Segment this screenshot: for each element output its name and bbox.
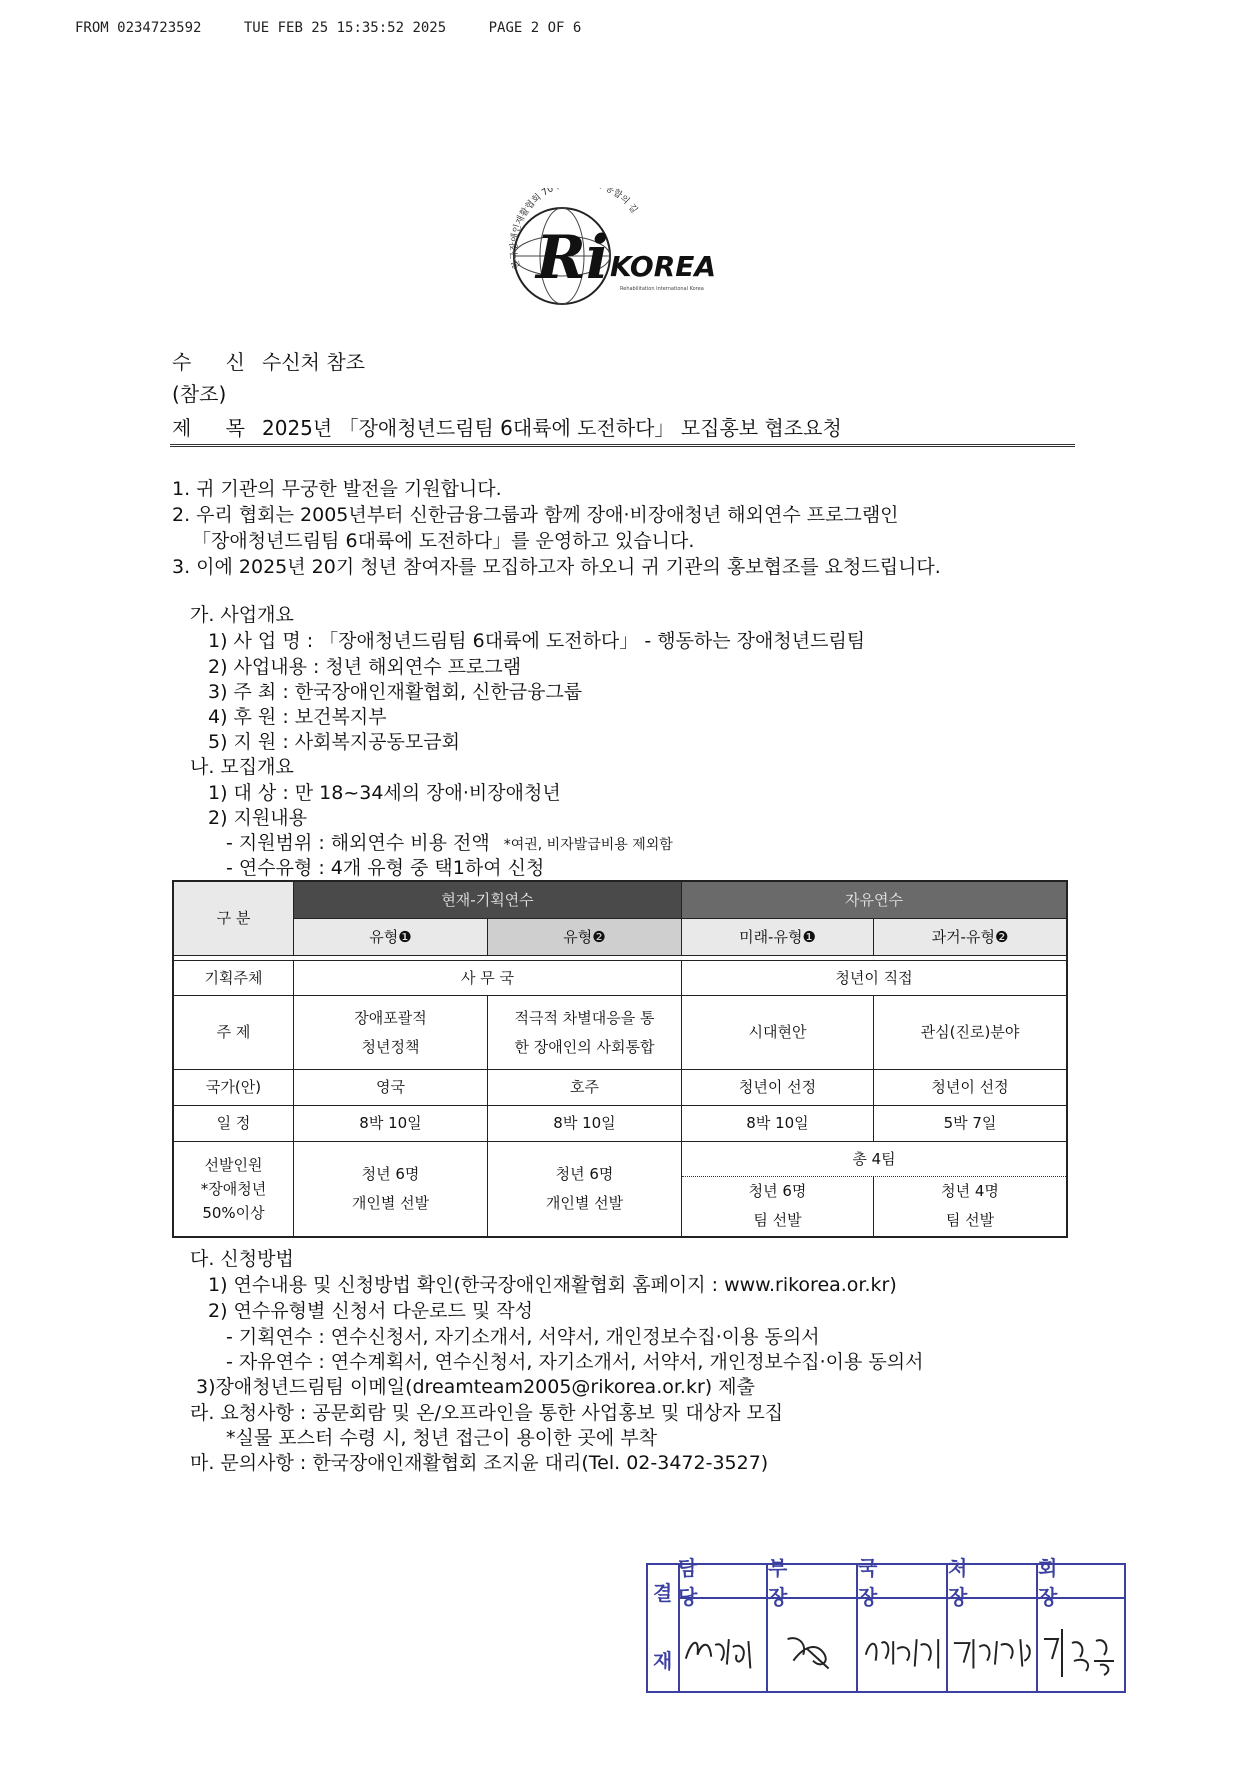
cell-selection-total: 총 4팀 — [852, 1149, 896, 1168]
row-label-planner: 기획주체 — [174, 960, 294, 996]
para-2a: 2. 우리 협회는 2005년부터 신한금융그룹과 함께 장애·비장애청년 해외연수 프로그램인 — [172, 504, 899, 526]
fax-from: FROM 0234723592 — [75, 20, 202, 36]
ga-item-5: 5) 지 원 : 사회복지공동모금회 — [208, 731, 460, 753]
para-3: 3. 이에 2025년 20기 청년 참여자를 모집하고자 하오니 귀 기관의 홍보협조를 요청드립니다. — [172, 556, 941, 578]
cell-country-1: 영국 — [294, 1070, 488, 1106]
approval-stamp — [646, 1556, 1126, 1693]
cell-selection-3 — [682, 1176, 874, 1236]
cell-selection-2 — [488, 1142, 682, 1236]
na-item-2b: - 연수유형 : 4개 유형 중 택1하여 신청 — [226, 857, 545, 879]
section-ma: 마. 문의사항 : 한국장애인재활협회 조지윤 대리(Tel. 02-3472-3527) — [190, 1452, 769, 1474]
cell-selection-1b: 개인별 선발 — [351, 1194, 430, 1212]
approval-head-manager: 부 장 — [768, 1565, 858, 1599]
cell-selection-4b: 팀 선발 — [945, 1211, 995, 1229]
approval-side-top: 결 — [653, 1581, 673, 1605]
ga-item-1: 1) 사 업 명 : 「장애청년드림팀 6대륙에 도전하다」 - 행동하는 장애청년드림팀 — [208, 630, 866, 652]
na-item-2a-note: *여권, 비자발급비용 제외함 — [503, 837, 673, 853]
th-type-1: 유형❶ — [294, 919, 488, 956]
da-item-1: 1) 연수내용 및 신청방법 확인(한국장애인재활협회 홈페이지 : www.rikorea.or.kr) — [208, 1274, 897, 1296]
da-item-3: 3)장애청년드림팀 이메일(dreamteam2005@rikorea.or.kr) 제출 — [196, 1376, 755, 1398]
recipient-row — [172, 346, 365, 375]
row-label-theme: 주 제 — [174, 996, 294, 1070]
ra-note: *실물 포스터 수령 시, 청년 접근이 용이한 곳에 부착 — [226, 1427, 657, 1449]
na-item-1: 1) 대 상 : 만 18~34세의 장애·비장애청년 — [208, 782, 561, 804]
approval-head-chairman: 회 장 — [1038, 1565, 1124, 1599]
ga-item-4: 4) 후 원 : 보건복지부 — [208, 706, 387, 728]
cell-selection-3a: 청년 6명 — [748, 1182, 807, 1200]
signature-staff — [678, 1599, 768, 1691]
cell-theme-1b: 청년정책 — [361, 1037, 420, 1056]
row-label-country: 국가(안) — [174, 1070, 294, 1106]
logo-word: KOREA — [610, 250, 717, 283]
selection-label-b: *장애청년 — [200, 1180, 267, 1198]
cell-planner-youth: 청년이 직접 — [682, 960, 1066, 996]
cell-selection-3b: 팀 선발 — [753, 1211, 802, 1229]
signature-manager — [768, 1599, 858, 1691]
logo-mark: Ri — [536, 223, 609, 293]
da-item-2b: - 자유연수 : 연수계획서, 연수신청서, 자기소개서, 서약서, 개인정보수집·이용 동의서 — [226, 1351, 924, 1373]
recipient-label: 수 신 — [172, 350, 259, 374]
fax-header — [75, 20, 615, 36]
cell-theme-2b: 한 장애인의 사회통합 — [514, 1037, 655, 1056]
da-item-2: 2) 연수유형별 신청서 다운로드 및 작성 — [208, 1300, 534, 1322]
section-ga: 가. 사업개요 — [190, 604, 294, 626]
signature-chairman — [1038, 1599, 1124, 1691]
cell-selection-4a: 청년 4명 — [941, 1182, 999, 1200]
cell-theme-4: 관심(진로)분야 — [874, 996, 1066, 1070]
signature-chief — [948, 1599, 1038, 1691]
selection-label-a: 선발인원 — [204, 1156, 263, 1174]
reference-row: (참조) — [172, 382, 227, 406]
cell-theme-2a: 적극적 차별대응을 통 — [514, 1008, 655, 1027]
selection-label-c: 50%이상 — [202, 1204, 265, 1222]
cell-theme-1a: 장애포괄적 — [354, 1008, 427, 1027]
row-label-schedule: 일 정 — [174, 1106, 294, 1142]
cell-country-3: 청년이 선정 — [682, 1070, 874, 1106]
program-type-table — [172, 880, 1068, 1238]
th-type-2: 유형❷ — [488, 919, 682, 956]
th-gubun: 구 분 — [174, 882, 294, 956]
na-item-2: 2) 지원내용 — [208, 807, 307, 829]
section-na: 나. 모집개요 — [190, 756, 294, 778]
cell-selection-1a: 청년 6명 — [361, 1165, 420, 1183]
approval-side-bottom: 재 — [653, 1649, 673, 1673]
ga-item-3: 3) 주 최 : 한국장애인재활협회, 신한금융그룹 — [208, 681, 583, 703]
row-label-selection — [174, 1142, 294, 1236]
ri-korea-logo — [500, 188, 740, 308]
th-type-past: 과거-유형❷ — [874, 919, 1066, 956]
cell-selection-4 — [874, 1176, 1066, 1236]
para-1: 1. 귀 기관의 무궁한 발전을 기원합니다. — [172, 478, 502, 500]
th-group-free: 자유연수 — [682, 882, 1066, 919]
cell-schedule-3: 8박 10일 — [682, 1106, 874, 1142]
subject-value: 2025년 「장애청년드림팀 6대륙에 도전하다」 모집홍보 협조요청 — [262, 416, 842, 440]
approval-head-chief: 처 장 — [948, 1565, 1038, 1599]
para-2b: 「장애청년드림팀 6대륙에 도전하다」를 운영하고 있습니다. — [192, 530, 695, 552]
cell-planner-office: 사 무 국 — [294, 960, 682, 996]
cell-schedule-4: 5박 7일 — [874, 1106, 1066, 1142]
cell-theme-3: 시대현안 — [682, 996, 874, 1070]
cell-selection-1 — [294, 1142, 488, 1236]
ga-item-2: 2) 사업내용 : 청년 해외연수 프로그램 — [208, 656, 522, 678]
signature-director — [858, 1599, 948, 1691]
cell-schedule-1: 8박 10일 — [294, 1106, 488, 1142]
th-type-future: 미래-유형❶ — [682, 919, 874, 956]
fax-date: TUE FEB 25 15:35:52 2025 — [243, 20, 447, 36]
th-group-planned: 현재-기획연수 — [294, 882, 682, 919]
header-divider — [170, 444, 1075, 447]
fax-page: PAGE 2 OF 6 — [488, 20, 582, 36]
subject-label: 제 목 — [172, 416, 259, 440]
na-item-2a — [226, 828, 673, 855]
cell-theme-2 — [488, 996, 682, 1070]
section-da: 다. 신청방법 — [190, 1248, 294, 1270]
da-item-2a: - 기획연수 : 연수신청서, 자기소개서, 서약서, 개인정보수집·이용 동의서 — [226, 1326, 820, 1348]
cell-country-4: 청년이 선정 — [874, 1070, 1066, 1106]
subject-row — [172, 412, 842, 441]
section-ra: 라. 요청사항 : 공문회람 및 온/오프라인을 통한 사업홍보 및 대상자 모집 — [190, 1402, 784, 1424]
cell-selection-2b: 개인별 선발 — [545, 1194, 624, 1212]
approval-side — [648, 1565, 680, 1691]
cell-selection-2a: 청년 6명 — [555, 1165, 614, 1183]
approval-head-director: 국 장 — [858, 1565, 948, 1599]
cell-schedule-2: 8박 10일 — [488, 1106, 682, 1142]
cell-theme-1 — [294, 996, 488, 1070]
na-item-2a-text: - 지원범위 : 해외연수 비용 전액 — [226, 832, 490, 854]
recipient-value: 수신처 참조 — [262, 350, 365, 374]
approval-head-staff: 담 당 — [678, 1565, 768, 1599]
logo-sub: Rehabilitation International Korea — [620, 286, 704, 292]
cell-country-2: 호주 — [488, 1070, 682, 1106]
logo-arc-text: 한국장애인재활협회 70 통합의 길 — [509, 188, 639, 270]
